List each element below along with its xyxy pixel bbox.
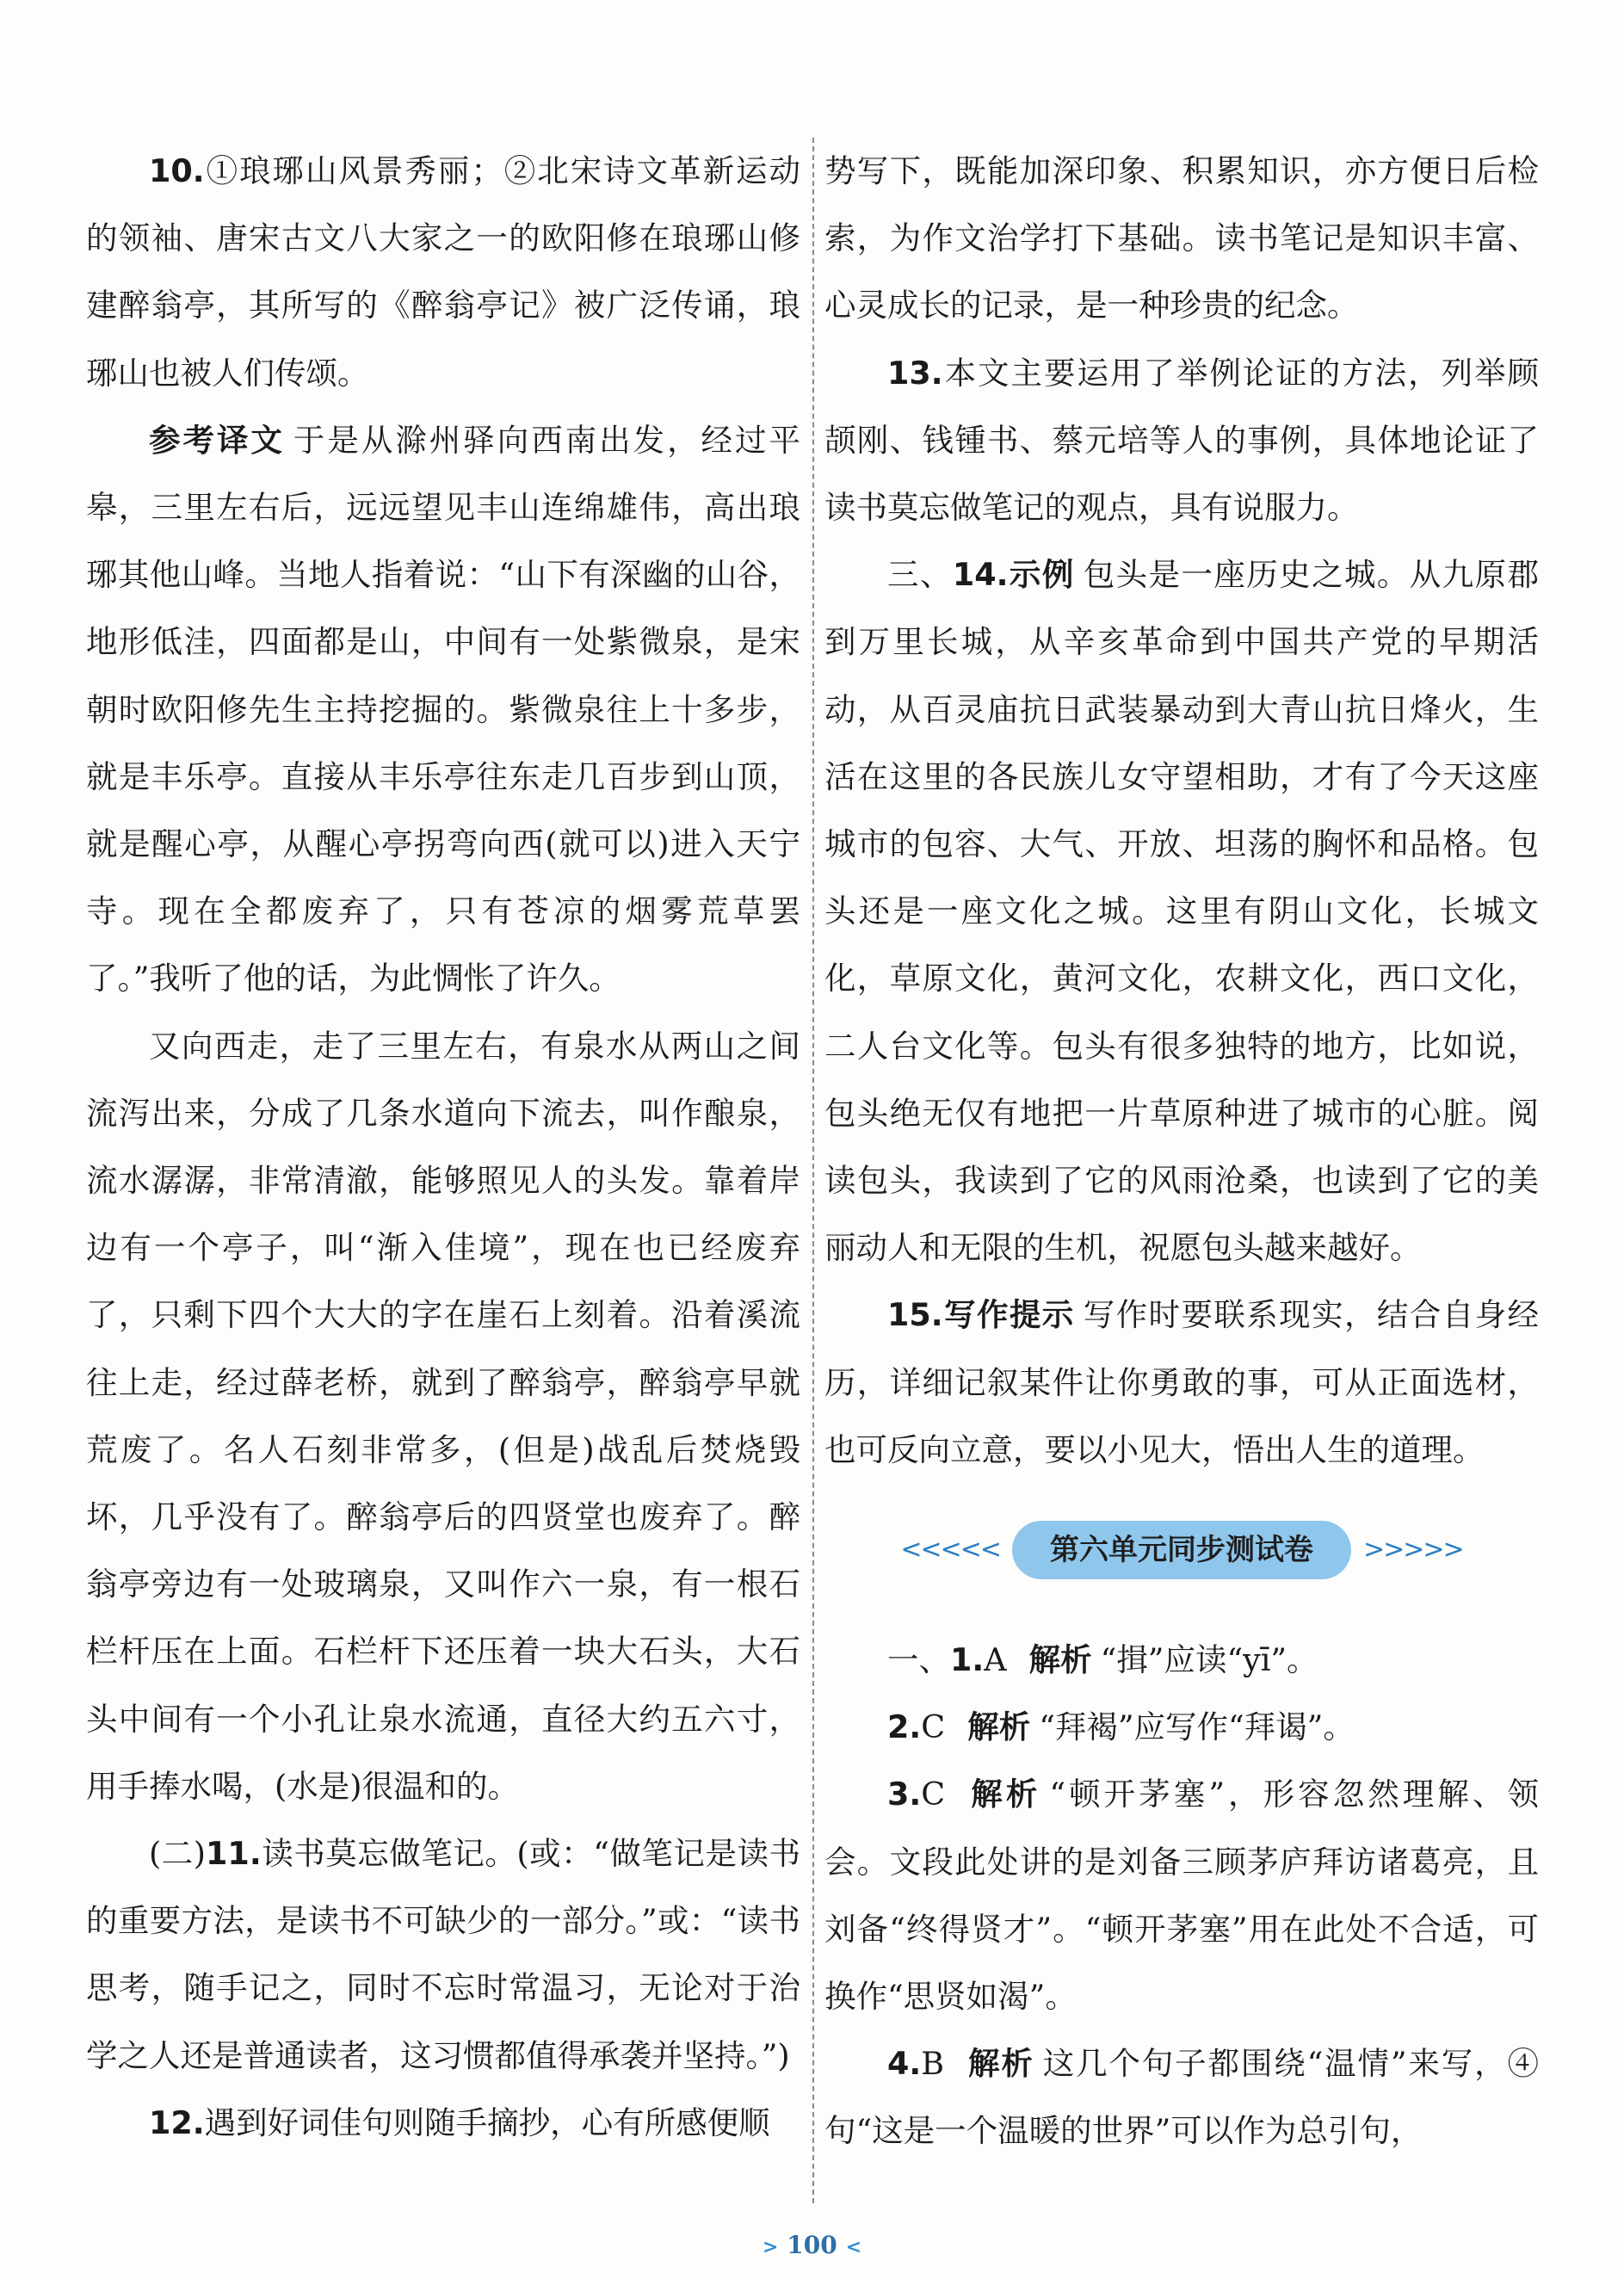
a3-label: 解析 [967,1776,1041,1813]
q10-number: 10. [149,152,205,189]
q12-text: 遇到好词佳句则随手摘抄，心有所感便顺 [204,2103,770,2141]
answer-1 [824,1627,1539,1694]
a3-number: 3. [887,1776,922,1813]
a3-answer: C [921,1776,946,1813]
arrow-left-icon: < [845,2236,862,2258]
answer-11 [86,1820,800,2090]
answer-12-continued: 势写下，既能加深印象、积累知识，亦方便日后检索，为作文治学打下基础。读书笔记是知识丰富、心灵成长的记录，是一种珍贵的纪念。 [824,152,1539,324]
a2-text: “拜褐”应写作“拜谒”。 [1039,1708,1355,1746]
q10-text: ①琅琊山风景秀丽；②北宋诗文革新运动的领袖、唐宋古文八大家之一的欧阳修在琅琊山修建醉翁亭，其所写的《醉翁亭记》被广泛传诵，琅琊山也被人们传颂。 [86,152,800,392]
q11-number: 11. [206,1835,262,1873]
a4-label: 解析 [966,2045,1034,2083]
translation-text-1: 于是从滁州驿向西南出发，经过平皋，三里左右后，远远望见丰山连绵雄伟，高出琅琊其他山峰。当地人指着说：“山下有深幽的山谷，地形低洼，四面都是山，中间有一处紫微泉，是宋朝时欧阳修先生主持挖掘的。紫微泉往上十多步，就是丰乐亭。直接从丰乐亭往东走几百步到山顶，就是醒心亭，从醒心亭拐弯向西(就可以)进入天宁寺。现在全都废弃了，只有苍凉的烟雾荒草罢了。”我听了他的话，为此惆怅了许久。 [86,421,801,998]
answer-3 [824,1761,1539,2030]
translation-p2: 又向西走，走了三里左右，有泉水从两山之间流泻出来，分成了几条水道向下流去，叫作酿泉，流水潺潺，非常清澈，能够照见人的头发。靠着岸边有一个亭子，叫“渐入佳境”，现在也已经废弃了，只剩下四个大大的字在崖石上刻着。沿着溪流往上走，经过薛老桥，就到了醉翁亭，醉翁亭早就荒废了。名人石刻非常多，(但是)战乱后焚烧毁坏，几乎没有了。醉翁亭后的四贤堂也废弃了。醉翁亭旁边有一处玻璃泉，又叫作六一泉，有一根石栏杆压在上面。石栏杆下还压着一块大石头，大石头中间有一个小孔让泉水流通，直径大约五六寸，用手捧水喝，(水是)很温和的。 [86,1027,800,1805]
answer-14 [824,541,1539,1282]
q13-text: 本文主要运用了举例论证的方法，列举顾颉刚、钱锺书、蔡元培等人的事例，具体地论证了读书莫忘做笔记的观点，具有说服力。 [824,354,1539,527]
answer-15 [824,1282,1539,1484]
translation-label: 参考译文 [149,421,285,459]
q11-text: 读书莫忘做笔记。(或：“做笔记是读书的重要方法，是读书不可缺少的一部分。”或：“读书思考，随手记之，同时不忘时常温习，无论对于治学之人还是普通读者，这习惯都值得承袭并坚持。”) [86,1835,800,2074]
a1-text: “揖”应读“yī”。 [1100,1641,1318,1679]
q14-label: 示例 [1008,556,1075,594]
a1-answer: A [984,1641,1007,1679]
left-column [86,138,800,2157]
a2-number: 2. [887,1708,922,1746]
page-number-text: 100 [787,2231,837,2259]
a2-answer: C [921,1708,946,1746]
chevron-left-icon: <<<<< [900,1534,1000,1565]
answer-4 [824,2030,1539,2165]
a3-text: “顿开茅塞”，形容忽然理解、领会。文段此处讲的是刘备三顾茅庐拜访诸葛亮，且刘备“终得贤才”。“顿开茅塞”用在此处不合适，可换作“思贤如渴”。 [824,1776,1539,2016]
q14-prefix: 三、 [887,556,953,594]
column-divider [812,138,814,2203]
right-column [824,138,1539,2165]
translation-p1 [86,407,800,1013]
a1-prefix: 一、 [887,1641,950,1679]
section-banner [824,1503,1539,1597]
answer-10 [86,138,800,407]
answer-12 [86,2090,800,2157]
q15-text: 写作时要联系现实，结合自身经历，详细记叙某件让你勇敢的事，可从正面选材，也可反向立意，要以小见大，悟出人生的道理。 [824,1296,1540,1468]
q15-number: 15. [887,1296,943,1334]
arrow-right-icon: > [762,2236,779,2258]
a1-number: 1. [950,1641,985,1679]
a4-number: 4. [887,2045,922,2083]
q13-number: 13. [887,354,943,392]
q15-label: 写作提示 [942,1296,1075,1334]
page-number [0,2231,1624,2259]
q14-text: 包头是一座历史之城。从九原郡到万里长城，从辛亥革命到中国共产党的早期活动，从百灵庙抗日武装暴动到大青山抗日烽火，生活在这里的各民族儿女守望相助，才有了今天这座城市的包容、大气、开放、坦荡的胸怀和品格。包头还是一座文化之城。这里有阴山文化，长城文化，草原文化，黄河文化，农耕文化，西口文化，二人台文化等。包头有很多独特的地方，比如说，包头绝无仅有地把一片草原种进了城市的心脏。阅读包头，我读到了它的风雨沧桑，也读到了它的美丽动人和无限的生机，祝愿包头越来越好。 [824,556,1540,1267]
a2-label: 解析 [967,1708,1031,1746]
q11-prefix: (二) [149,1835,207,1873]
a4-answer: B [921,2045,945,2083]
q12-number: 12. [149,2103,205,2141]
answer-2 [824,1694,1539,1761]
a4-text: 这几个句子都围绕“温情”来写，④句“这是一个温暖的世界”可以作为总引句， [824,2045,1540,2150]
q14-number: 14. [952,556,1009,594]
a1-label: 解析 [1028,1641,1092,1679]
chevron-right-icon: >>>>> [1363,1534,1463,1565]
section-title: 第六单元同步测试卷 [1012,1521,1351,1579]
answer-13 [824,340,1539,542]
